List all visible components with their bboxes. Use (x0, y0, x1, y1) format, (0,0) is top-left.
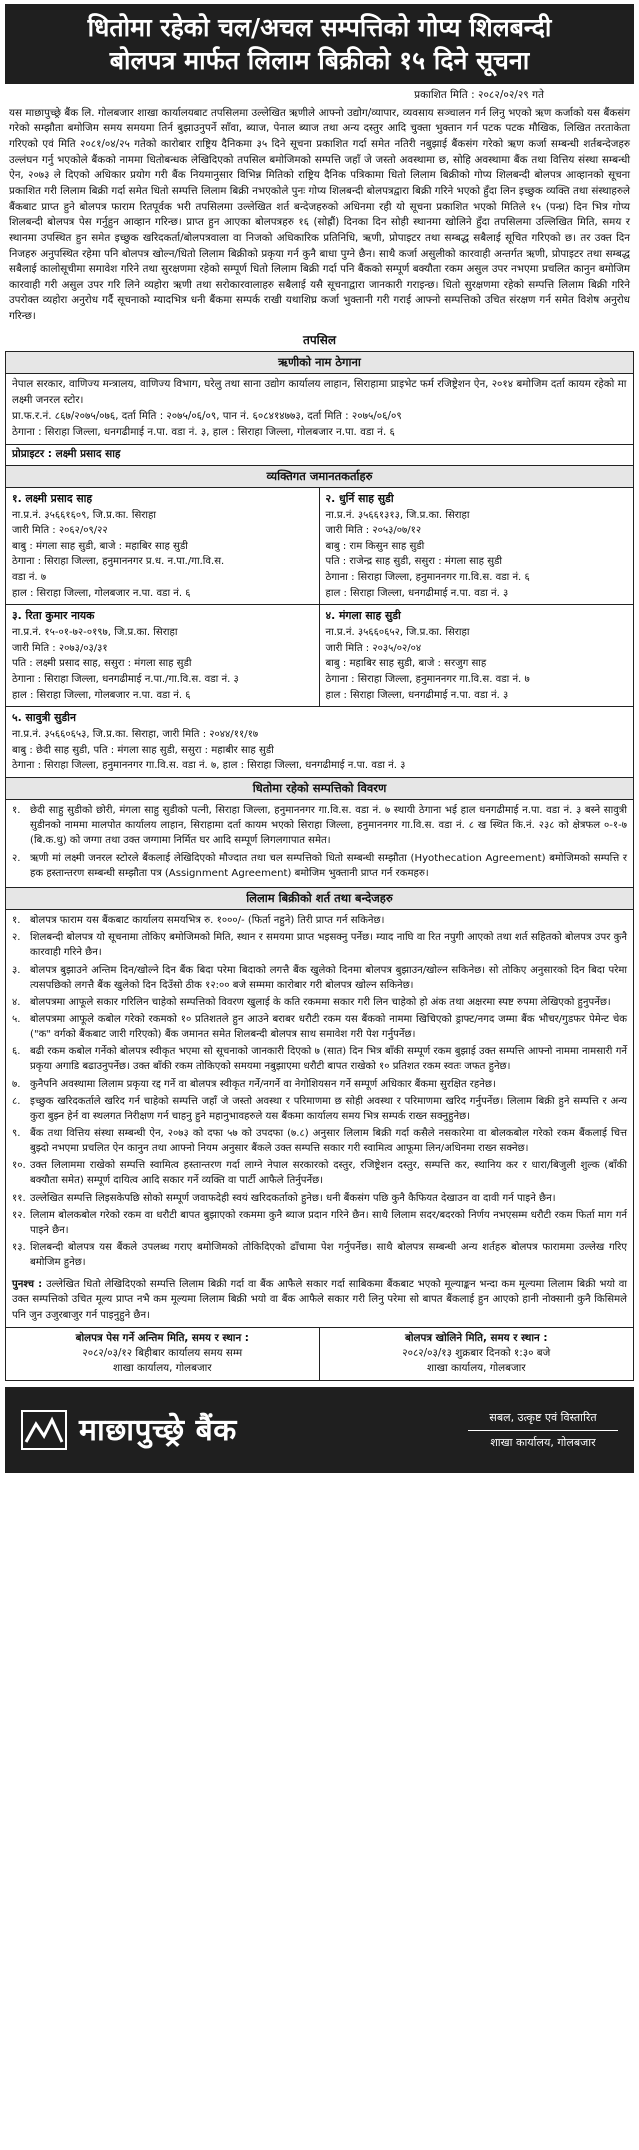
notice-header (5, 4, 634, 84)
item-text: बोलपत्र फाराम यस बैंकबाट कार्यालय समयभित्र रु. १०००/- (फिर्ता नहुने) तिरी प्राप्त गर्न सकिनेछ। (30, 915, 385, 927)
opening-datetime: २०८२/०३/१३ शुक्रबार दिनको १:३० बजे (402, 1346, 551, 1359)
item-number: ६. (12, 1046, 21, 1058)
guarantor-line: ना.प्र.नं. १५-०१-७२-०१९७, जि.प्र.का. सिराहा (12, 627, 178, 639)
guarantor-line: बाबु : महाबिर साह सुडी, बाजे : सरजुग साह (325, 658, 487, 670)
item-text: बोलपत्रमा आफूले सकार गरिलिन चाहेको सम्पत्तिको विवरण खुलाई के कति रकममा सकार गरी लिन चाहेको हो अंक तथा अक्षरमा स्पष्ट रुपमा लेखिएको हुनुपर्नेछ। (30, 996, 611, 1008)
condition-item (12, 963, 627, 993)
guarantor-line: ना.प्र.नं. ३५६६०६५२, जि.प्र.का. सिराहा (325, 627, 470, 639)
item-text: लिलाम बोलकबोल गरेको रकम वा धरौटी बापत बुझाएको रकममा कुनै ब्याज प्रदान गरिने छैन। साथै लिलाम सदर/बदरको निर्णय नभएसम्म धरौटी रकम फिर्ता माग गर्न पाइने छैन। (30, 1209, 627, 1236)
condition-item (12, 930, 627, 960)
item-text: बोलपत्रमा आफूले कबोल गरेको रकमको १० प्रतिशतले हुन आउने बराबर धरौटी रकम यस बैंकको नाममा खिचिएको ड्राफ्ट/नगद जम्मा बैंक भौचर/गुडफर पेमेन्ट चेक ("क" वर्गको बैंकबाट जारी गरिएको) बैंक जमानत समेत शिलबन्दी बोलपत्र साथ समावेश गरी पेश गर्नुपर्नेछ। (30, 1014, 627, 1041)
postscript-text: उल्लेखित धितो लेखिदिएको सम्पत्ति लिलाम बिक्री गर्दा वा बैंक आफैले सकार गर्दा साबिकमा बैंकबाट भएको मूल्याङ्कन भन्दा कम मूल्यमा लिलाम बिक्री भयो वा उक्त सम्पत्तिको उचित मूल्य प्राप्त नभै कम मूल्यमा लिलाम बिक्री भयो वा बैंक आफैले सकार गरी लिनु परेमा सो बापत बैंकलाई हुन आएको हानी नोक्सानी कुनै किसिमले पनि जुन उजुरबाजुर गर्न पाइनुहुने छैन। (12, 1279, 628, 1321)
footer-branch-info (468, 1409, 618, 1451)
details-box (5, 351, 634, 1382)
postscript-label: पुनश्च : (12, 1279, 43, 1291)
submission-datetime: २०८२/०३/१२ बिहीबार कार्यालय समय सम्म (82, 1346, 243, 1359)
mountain-logo-icon (21, 1410, 67, 1450)
notice-title-line2: बोलपत्र मार्फत लिलाम बिक्रीको १५ दिने सूचना (109, 45, 530, 75)
condition-item (12, 1208, 627, 1238)
item-number: ७. (12, 1078, 21, 1090)
guarantor-card (6, 488, 320, 606)
item-number: १. (12, 915, 21, 927)
property-section-title: धितोमा रहेको सम्पत्तिको विवरण (6, 778, 633, 800)
item-text: उल्लेखित सम्पत्ति लिइसकेपछि सोको सम्पूर्ण जवाफदेही स्वयं खरिदकर्ताको हुनेछ। धनी बैंकसंग पछि कुनै कैफियत देखाउन वा दावी गर्न पाइने छैन। (30, 1192, 556, 1204)
condition-item (12, 1094, 627, 1124)
opening-place: शाखा कार्यालय, गोलबजार (426, 1361, 526, 1374)
bank-footer (5, 1387, 634, 1473)
guarantor-line: बाबु : मंगला साह सुडी, बाजे : महाबिर साह सुडी (12, 540, 188, 552)
guarantor-line: ना.प्र.नं. ३५६६०६५३, जि.प्र.का. सिराहा, जारी मिति : २०४४/११/१७ (12, 729, 259, 741)
condition-item (12, 995, 627, 1010)
item-text: बोलपत्र बुझाउने अन्तिम दिन/खोल्ने दिन बैंक बिदा परेमा बिदाको लगत्तै बैंक खुलेको दिनमा बोलपत्र बुझाउन/खोल्न सकिनेछ। सो तोकिए अनुसारको दिन बिदा परेमा त्यसपछिको लगत्तै बैंक खुलेको दिन दिउँसो ठीक १२:०० बजे सम्ममा कारोबार गरी बोलपत्र खोल्न सकिनेछ। (30, 964, 627, 991)
item-text: इच्छुक खरिदकर्ताले खरिद गर्न चाहेको सम्पत्ति जहाँ जे जस्तो अवस्था र परिमाणमा छ सोही अवस्था र परिमाणमा खरिद गर्नुपर्नेछ। लिलाम बिक्री हुने सम्पत्ति र अन्य कुरा बुझ्न हेर्न वा स्थलगत निरीक्षण गर्न चाहनु हुने महानुभावहरुले यस बैंकमा कार्यालय समय भित्र सम्पर्क राख्न सक्नुहुनेछ। (30, 1095, 627, 1122)
borrower-registration: प्रा.फ.र.नं. ८६७/२०७५/०७६, दर्ता मिति : २०७५/०६/०९, पान नं. ६०८४१४७७३, दर्ता मिति : २०७५/०६/०९ (12, 409, 402, 422)
condition-item (12, 1126, 627, 1156)
borrower-details (6, 374, 633, 444)
guarantor-name: ३. रिता कुमार नायक (12, 609, 95, 623)
guarantor-line: जारी मिति : २०७३/०३/३१ (12, 642, 108, 654)
item-number: १३. (12, 1241, 26, 1253)
condition-item (12, 1012, 627, 1042)
item-number: ११. (12, 1192, 26, 1204)
schedule-table (6, 1327, 633, 1381)
guarantor-line: पति : लक्ष्मी प्रसाद साह, ससुरा : मंगला साह सुडी (12, 658, 192, 670)
guarantor-name: १. लक्ष्मी प्रसाद साह (12, 491, 93, 505)
footer-divider (468, 1430, 618, 1431)
property-list (6, 800, 633, 888)
intro-paragraph: यस माछापुच्छ्रे बैंक लि. गोलबजार शाखा कार्यालयबाट तपसिलमा उल्लेखित ऋणीले आफ्नो उद्योग/व्यापार, व्यवसाय सञ्चालन गर्न लिनु भएको ऋण कर्जाको यस बैंकसंग गरेको सम्झौता बमोजिम समय समयमा तिर्न बुझाउनुपर्ने साँवा, ब्याज, पेनाल ब्याज तथा अन्य दस्तुर आदि चुक्ता भुक्तान गर्न पटक पटक मौखिक, लिखित तरताकेता गरिएको एवं मिति २०८१/०४/२५ गतेको कारोबार राष्ट्रिय दैनिकमा ३५ दिने सूचना प्रकाशित गर्दा समेत नतिरी नबुझाई बैंकसंग गरेको ऋण कर्जा सम्बन्धी शर्तबन्देजहरु उल्लंघन गर्नु भएकोले बैंकको नाममा धितोबन्धक लेखिदिएको तपसिल बमोजिमको सम्पत्ति जहाँ जे जस्तो अवस्थामा छ, सोहि अवस्थामा बैंक तथा वित्तिय संस्था सम्बन्धी ऐन, २०७३ ले दिएको अधिकार प्रयोग गरी बैंक नियमानुसार विभिन्न मितिको राष्ट्रिय दैनिक पत्रिकामा धितो लिलाम बिक्रीको गोप्य शिलबन्दी बोलपत्र आव्हानको सूचना प्रकाशित गरी लिलाम बिक्री गर्दा समेत धितो सम्पत्ति लिलाम बिक्री नभएकोले पुनः गोप्य शिलबन्दी बोलपत्रद्वारा बिक्री गरिने भएको हुँदा लिन इच्छुक व्यक्ति तथा संस्थाहरुले बैंकबाट प्राप्त हुने बोलपत्र फाराम रितपूर्वक भरी तपसिलमा उल्लेखित शर्त बन्देजहरुको अधिनमा रही यो सूचना प्रकाशित भएको मितिले १५ (पन्ध्र) दिन भित्र गोप्य शिलबन्दी बोलपत्र पेस गर्नुहुन आव्हान गरिन्छ। प्राप्त हुन आएका बोलपत्रहरु १६ (सोह्रौं) दिनका दिन सोही स्थानमा खोलिने हुँदा तपसिलमा उल्लिखित मिति, समय र स्थानमा उपस्थित हुन समेत इच्छुक खरिदकर्ता/बोलपत्रवाला वा निजको अधिकारिक प्रतिनिधि, ऋणी, प्रोपाइटर तथा सम्बद्ध सबैलाई सूचित गरिएको छ। तर उक्त दिन निजहरु अनुपस्थित रहेमा पनि बोलपत्र खोल्न/धितो लिलाम बिक्रीको प्रकृया गर्न कुनै बाधा पुग्ने छैन। साथै कर्जा असुलीको कारवाही अन्तर्गत ऋणी, प्रोपाइटर तथा सम्बद्ध सबैलाई कालोसूचीमा समावेश गरिने तथा सुरक्षणमा रहेको सम्पूर्ण धितो लिलाम बिक्री गर्दा पनि बैंकको सम्पूर्ण बक्यौता रकम असुल उपर नभएमा प्रचलित कानुन बमोजिम कारवाही गरी असुल उपर गरि लिने व्यहोरा ऋणी तथा सरोकारवालाहरु सबैलाई यसै सूचनाद्वारा जानकारी गराइन्छ। धितो सुरक्षणमा रहेको सम्पत्ति लिलाम बिक्री गरिने उपरोक्त व्यहोरा अनुरोध गर्दै सूचनाको म्यादभित्र धनी बैंकमा सम्पर्क राखी यथाशिघ्र कर्जा भुक्तानी गरी गराई आफ्नो सम्पत्तिको उचित संरक्षण गर्न समेत विशेष अनुरोध गरिन्छ। (9, 106, 630, 323)
guarantor-line: जारी मिति : २०६२/०९/२२ (12, 525, 108, 537)
borrower-section-title: ऋणीको नाम ठेगाना (6, 352, 633, 374)
condition-item (12, 1240, 627, 1270)
condition-item (12, 1191, 627, 1206)
notice-title-line1: धितोमा रहेको चल/अचल सम्पत्तिको गोप्य शिलबन्दी (87, 13, 552, 42)
guarantor-card (320, 488, 634, 606)
item-number: ९. (12, 1127, 21, 1139)
item-number: ८. (12, 1095, 21, 1107)
borrower-address: ठेगाना : सिराहा जिल्ला, धनगढीमाई न.पा. वडा नं. ३, हाल : सिराहा जिल्ला, गोलबजार न.पा. वडा नं. ६ (12, 425, 395, 438)
item-text: कुनैपनि अवस्थामा लिलाम प्रकृया रद्द गर्ने वा बोलपत्र स्वीकृत गर्ने/नगर्ने वा नेगोशियसन गर्ने सम्पूर्ण अधिकार बैंकमा सुरक्षित रहनेछ। (30, 1078, 496, 1090)
guarantor-line: जारी मिति : २०३५/०२/०४ (325, 642, 422, 654)
property-item (12, 851, 627, 881)
condition-item (12, 1158, 627, 1188)
submission-place: शाखा कार्यालय, गोलबजार (112, 1361, 212, 1374)
guarantor-line: हाल : सिराहा जिल्ला, गोलबजार न.पा. वडा नं. ६ (12, 689, 191, 701)
guarantor-line: ठेगाना : सिराहा जिल्ला, धनगढीमाई न.पा./गा.वि.स. वडा नं. ३ (12, 674, 239, 686)
item-text: बैंक तथा वित्तिय संस्था सम्बन्धी ऐन, २०७३ को दफा ५७ को उपदफा (७.८) अनुसार लिलाम बिक्री गर्दा कसैले नसकारेमा वा बोलकबोल गरेको रकम बैंकलाई चित्त बुझ्दो नभएमा प्रचलित ऐन कानुन तथा आफ्नो नियम अनुसार बैंकले उक्त सम्पत्ति सकार गरी स्वामित्व आफूमा लिन/अधिनमा राख्न सक्नेछ। (30, 1127, 627, 1155)
item-number: २. (12, 932, 21, 944)
item-text: ऋणी मां लक्ष्मी जनरल स्टोरले बैंकलाई लेखिदिएको मौज्दात तथा चल सम्पत्तिको धितो सम्बन्धी सम्झौता (Hyothecation Agreement) बमोजिमको सम्पत्ति र हक हस्तान्तरण सम्बन्धी सम्झौता पत्र (Assignment Agreement) बमोजिम भुक्तानी प्राप्त गर्न रकमहरु। (30, 852, 627, 879)
conditions-list (6, 910, 633, 1276)
publish-date: प्रकाशित मिति : २०८२/०२/२९ गते (414, 89, 544, 101)
guarantor-line: ठेगाना : सिराहा जिल्ला, हनुमाननगर प्र.ध. न.पा./गा.वि.स. (12, 556, 225, 568)
item-number: २. (12, 852, 21, 864)
property-item (12, 803, 627, 848)
guarantor-line: बाबु : छेदी साह सुडी, पति : मंगला साह सुडी, ससुरा : महाबीर साह सुडी (12, 744, 274, 756)
condition-item (12, 1044, 627, 1074)
item-text: शिलबन्दी बोलपत्र यो सूचनामा तोकिए बमोजिमको मिति, स्थान र समयमा प्राप्त भइसक्नु पर्नेछ। म्याद नाघि वा रित नपुगी आएको तथा शर्त सहितको बोलपत्र उपर कुनै कारवाही गरिने छैन। (30, 932, 627, 959)
guarantor-line: हाल : सिराहा जिल्ला, गोलबजार न.पा. वडा नं. ६ (12, 587, 191, 599)
guarantor-line: ना.प्र.नं. ३५६६१६०९, जि.प्र.का. सिराहा (12, 509, 157, 521)
guarantor-line: पति : राजेन्द्र साह सुडी, ससुरा : मंगला साह सुडी (325, 556, 503, 568)
submission-schedule (6, 1328, 320, 1381)
item-text: उक्त लिलाममा राखेको सम्पत्ति स्वामित्व हस्तान्तरण गर्दा लाग्ने नेपाल सरकारको दस्तुर, रजिष्ट्रेशन दस्तुर, सम्पत्ति कर, स्थानिय कर र धारा/बिजुली शुल्क (बाँकी बक्यौता समेत) सम्पूर्ण दायित्व आदि सकार गर्ने व्यक्ति वा पार्टी आफैले तिर्नुपर्नेछ। (30, 1160, 627, 1187)
guarantor-line: हाल : सिराहा जिल्ला, धनगढीमाई न.पा. वडा नं. ३ (325, 587, 509, 599)
proprietor-line: प्रोप्राइटर : लक्ष्मी प्रसाद साह (6, 444, 633, 465)
item-number: ३. (12, 964, 21, 976)
guarantors-grid (6, 488, 633, 778)
guarantor-line: ठेगाना : सिराहा जिल्ला, हनुमाननगर गा.वि.स. वडा नं. ६ (325, 572, 530, 584)
item-number: ५. (12, 1014, 21, 1025)
guarantor-line: ना.प्र.नं. ३५६६१३१३, जि.प्र.का. सिराहा (325, 509, 470, 521)
guarantor-card (320, 605, 634, 707)
guarantor-line: जारी मिति : २०५३/०७/१२ (325, 525, 422, 537)
item-number: १२. (12, 1209, 26, 1221)
guarantor-line: हाल : सिराहा जिल्ला, धनगढीमाई न.पा. वडा नं. ३ (325, 689, 509, 701)
item-number: ४. (12, 996, 21, 1008)
postscript-note (6, 1276, 633, 1326)
bank-name: माछापुच्छ्रे बैंक (79, 1412, 237, 1448)
item-text: शिलबन्दी बोलपत्र यस बैंकले उपलब्ध गराए बमोजिमको तोकिदिएको ढाँचामा पेश गर्नुपर्नेछ। साथै बोलपत्र सम्बन्धी अन्य शर्तहरु बोलपत्र फाराममा उल्लेख गरिए बमोजिम हुनेछ। (30, 1241, 627, 1269)
bank-logo (21, 1408, 237, 1453)
guarantors-section-title: व्यक्तिगत जमानतकर्ताहरु (6, 465, 633, 488)
guarantor-name: ५. सावुत्री सुडीन (12, 711, 76, 725)
guarantor-card (6, 707, 633, 778)
condition-item (12, 1077, 627, 1092)
opening-title: बोलपत्र खोलिने मिति, समय र स्थान : (405, 1331, 548, 1344)
opening-schedule (320, 1328, 634, 1381)
guarantor-line: बाबु : राम किसुन साह सुडी (325, 540, 425, 552)
guarantor-line: ठेगाना : सिराहा जिल्ला, हनुमाननगर गा.वि.स. वडा नं. ७, हाल : सिराहा जिल्ला, धनगढीमाई न.पा. वडा नं. ३ (12, 760, 406, 772)
bank-slogan: सबल, उत्कृष्ट एवं विस्तारित (489, 1411, 597, 1425)
guarantor-line: ठेगाना : सिराहा जिल्ला, हनुमाननगर गा.वि.स. वडा नं. ७ (325, 674, 530, 686)
guarantor-name: ४. मंगला साह सुडी (325, 609, 401, 623)
item-number: १. (12, 805, 21, 817)
item-text: बढी रकम कबोल गर्नेको बोलपत्र स्वीकृत भएमा सो सूचनाको जानकारी दिएको ७ (सात) दिन भित्र बाँकी सम्पूर्ण रकम बुझाई उक्त सम्पत्ति आफ्नो नाममा नामसारी गर्ने प्रकृया अगाडि बढाउनुपर्नेछ। उक्त बाँकी रकम तोकिएको समयमा नबुझाएमा धरौटी बापत राखेको १० प्रतिशत रकम स्वतः जफत हुनेछ। (30, 1046, 627, 1073)
item-number: १०. (12, 1160, 26, 1172)
borrower-description: नेपाल सरकार, वाणिज्य मन्त्रालय, वाणिज्य विभाग, घरेलु तथा साना उद्योग कार्यालय लाहान, सिराहामा प्राइभेट फर्म रजिष्ट्रेशन ऐन, २०१४ बमोजिम दर्ता कायम रहेको मा लक्ष्मी जनरल स्टोर। (12, 377, 627, 406)
submission-title: बोलपत्र पेस गर्ने अन्तिम मिति, समय र स्थान : (75, 1331, 249, 1344)
guarantor-name: २. धुर्नि साह सुडी (325, 491, 394, 505)
details-heading: तपसिल (302, 332, 336, 347)
conditions-section-title: लिलाम बिक्रीको शर्त तथा बन्देजहरु (6, 888, 633, 910)
branch-name: शाखा कार्यालय, गोलबजार (490, 1435, 596, 1449)
guarantor-line: वडा नं. ७ (12, 572, 47, 584)
guarantor-card (6, 605, 320, 707)
condition-item (12, 913, 627, 928)
item-text: छेदी साहु सुडीको छोरी, मंगला साहु सुडीको पत्नी, सिराहा जिल्ला, हनुमाननगर गा.वि.स. वडा नं. ७ स्थायी ठेगाना भई हाल धनगढीमाई न.पा. वडा नं. ३ बस्ने सावुत्री सुडीनको नाममा मालपोत कार्यालय लाहान, सिराहामा दर्ता कायम भएको सिराहा जिल्ला, हनुमाननगर गा.वि.स. वडा नं. ८ ख स्थित कि.नं. २३८ को क्षेत्रफल ०-१-७ (बि.क.धु) को जग्गा तथा उक्त जग्गामा निर्मित घर आदि सम्पूर्ण लिगलगापात समेत। (30, 805, 627, 847)
